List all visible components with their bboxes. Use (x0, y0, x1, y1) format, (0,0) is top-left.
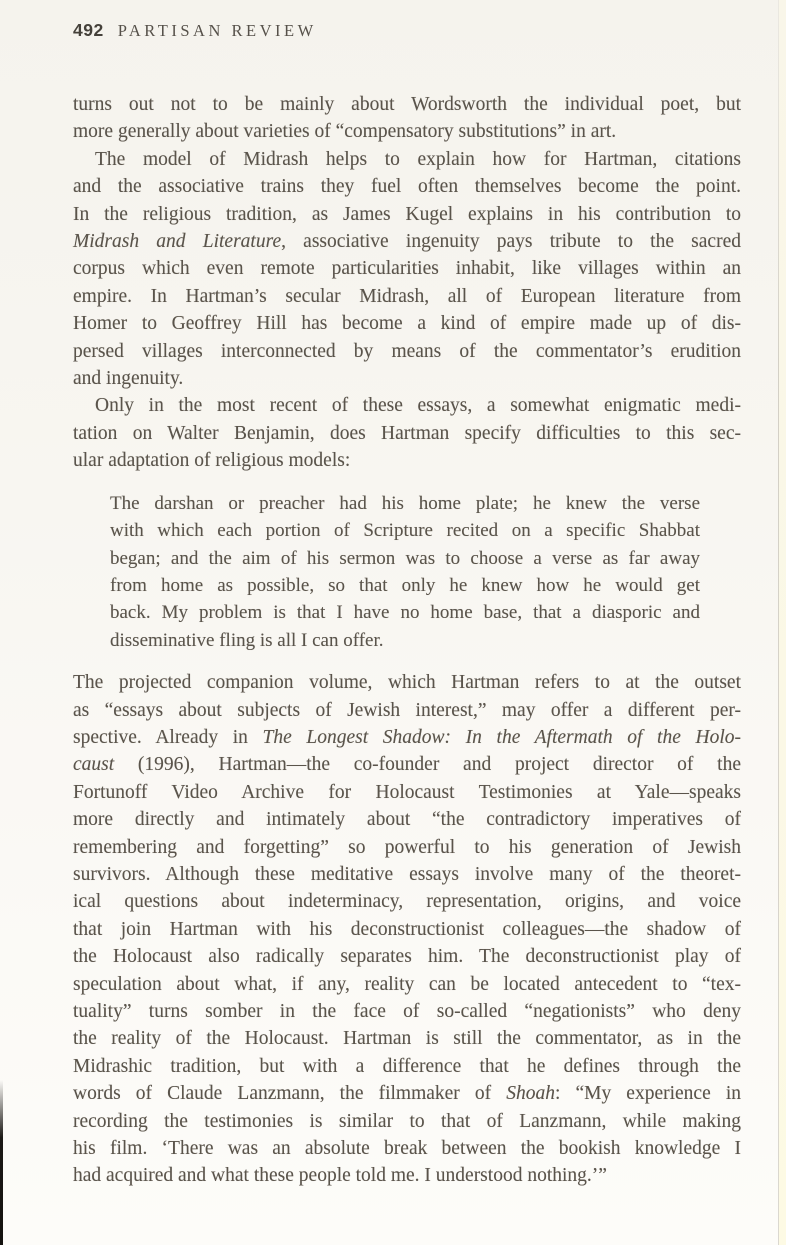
text-line: survivors. Although these meditative essays involve many of the theoret- (73, 863, 741, 885)
text-line: spective. Already in The Longest Shadow: In the Aftermath of the Holo- (73, 726, 741, 748)
journal-title: PARTISAN REVIEW (117, 21, 317, 40)
scan-crease-line (778, 0, 780, 1245)
text-line: The projected companion volume, which Hartman refers to at the outset (73, 672, 741, 694)
text-line: speculation about what, if any, reality can be located antecedent to “tex- (73, 973, 741, 995)
text-line: caust (1996), Hartman—the co-founder and project director of the (73, 754, 741, 776)
page-number: 492 (73, 20, 104, 40)
text-line: The model of Midrash helps to explain how for Hartman, citations (95, 148, 741, 170)
text-line: tation on Walter Benjamin, does Hartman specify difficulties to this sec- (73, 422, 741, 444)
text-line: recording the testimonies is similar to that of Lanzmann, while making (73, 1110, 741, 1132)
text-line: remembering and forgetting” so powerful to his generation of Jewish (73, 836, 741, 858)
text-line: that join Hartman with his deconstructionist colleagues—the shadow of (73, 918, 741, 940)
block-quote (110, 490, 700, 654)
paragraph (73, 392, 741, 474)
scan-edge-left-shadow (0, 1080, 3, 1245)
text-line: and ingenuity. (73, 368, 184, 390)
text-line: the Holocaust also radically separates him. The deconstructionist play of (73, 946, 741, 968)
text-line: In the religious tradition, as James Kugel explains in his contribution to (73, 203, 741, 225)
paragraph (73, 91, 741, 146)
text-line: back. My problem is that I have no home base, that a diasporic and (110, 602, 700, 624)
paragraph (73, 146, 741, 393)
text-line: Midrash and Literature, associative ingenuity pays tribute to the sacred (73, 231, 741, 253)
text-line: tuality” turns somber in the face of so-called “negationists” who deny (73, 1001, 741, 1022)
text-line: turns out not to be mainly about Wordsworth the individual poet, but (73, 94, 741, 115)
running-head (73, 20, 741, 41)
text-line: and the associative trains they fuel often themselves become the point. (73, 176, 741, 198)
scan-edge-right-strip (779, 0, 786, 1245)
text-line: empire. In Hartman’s secular Midrash, all of European literature from (73, 285, 741, 307)
text-line: his film. ‘There was an absolute break between the bookish knowledge I (73, 1138, 741, 1160)
text-line: disseminative fling is all I can offer. (110, 629, 384, 651)
text-line: Only in the most recent of these essays, a somewhat enigmatic medi- (95, 395, 741, 417)
text-line: ular adaptation of religious models: (73, 450, 351, 472)
paragraph (73, 669, 741, 1190)
text-line: The darshan or preacher had his home plate; he knew the verse (110, 492, 700, 514)
text-line: persed villages interconnected by means of the commentator’s erudition (73, 340, 741, 362)
text-line: Fortunoff Video Archive for Holocaust Testimonies at Yale—speaks (73, 781, 741, 803)
text-line: words of Claude Lanzmann, the filmmaker of Shoah: “My experience in (73, 1083, 741, 1105)
text-line: Homer to Geoffrey Hill has become a kind of empire made up of dis- (73, 313, 741, 335)
text-line: more directly and intimately about “the contradictory imperatives of (73, 809, 741, 831)
text-line: as “essays about subjects of Jewish interest,” may offer a different per- (73, 699, 741, 721)
text-line: began; and the aim of his sermon was to choose a verse as far away (110, 547, 700, 569)
text-line: ical questions about indeterminacy, representation, origins, and voice (73, 891, 741, 913)
text-line: more generally about varieties of “compensatory substitutions” in art. (73, 121, 617, 143)
text-line: corpus which even remote particularities inhabit, like villages within an (73, 258, 741, 280)
text-line: Midrashic tradition, but with a difference that he defines through the (73, 1055, 741, 1077)
page-text (73, 91, 741, 1190)
text-line: with which each portion of Scripture recited on a specific Shabbat (110, 520, 700, 542)
text-line: from home as possible, so that only he knew how he would get (110, 574, 700, 596)
text-line: the reality of the Holocaust. Hartman is still the commentator, as in the (73, 1028, 741, 1050)
text-line: had acquired and what these people told me. I understood nothing.’” (73, 1165, 607, 1187)
